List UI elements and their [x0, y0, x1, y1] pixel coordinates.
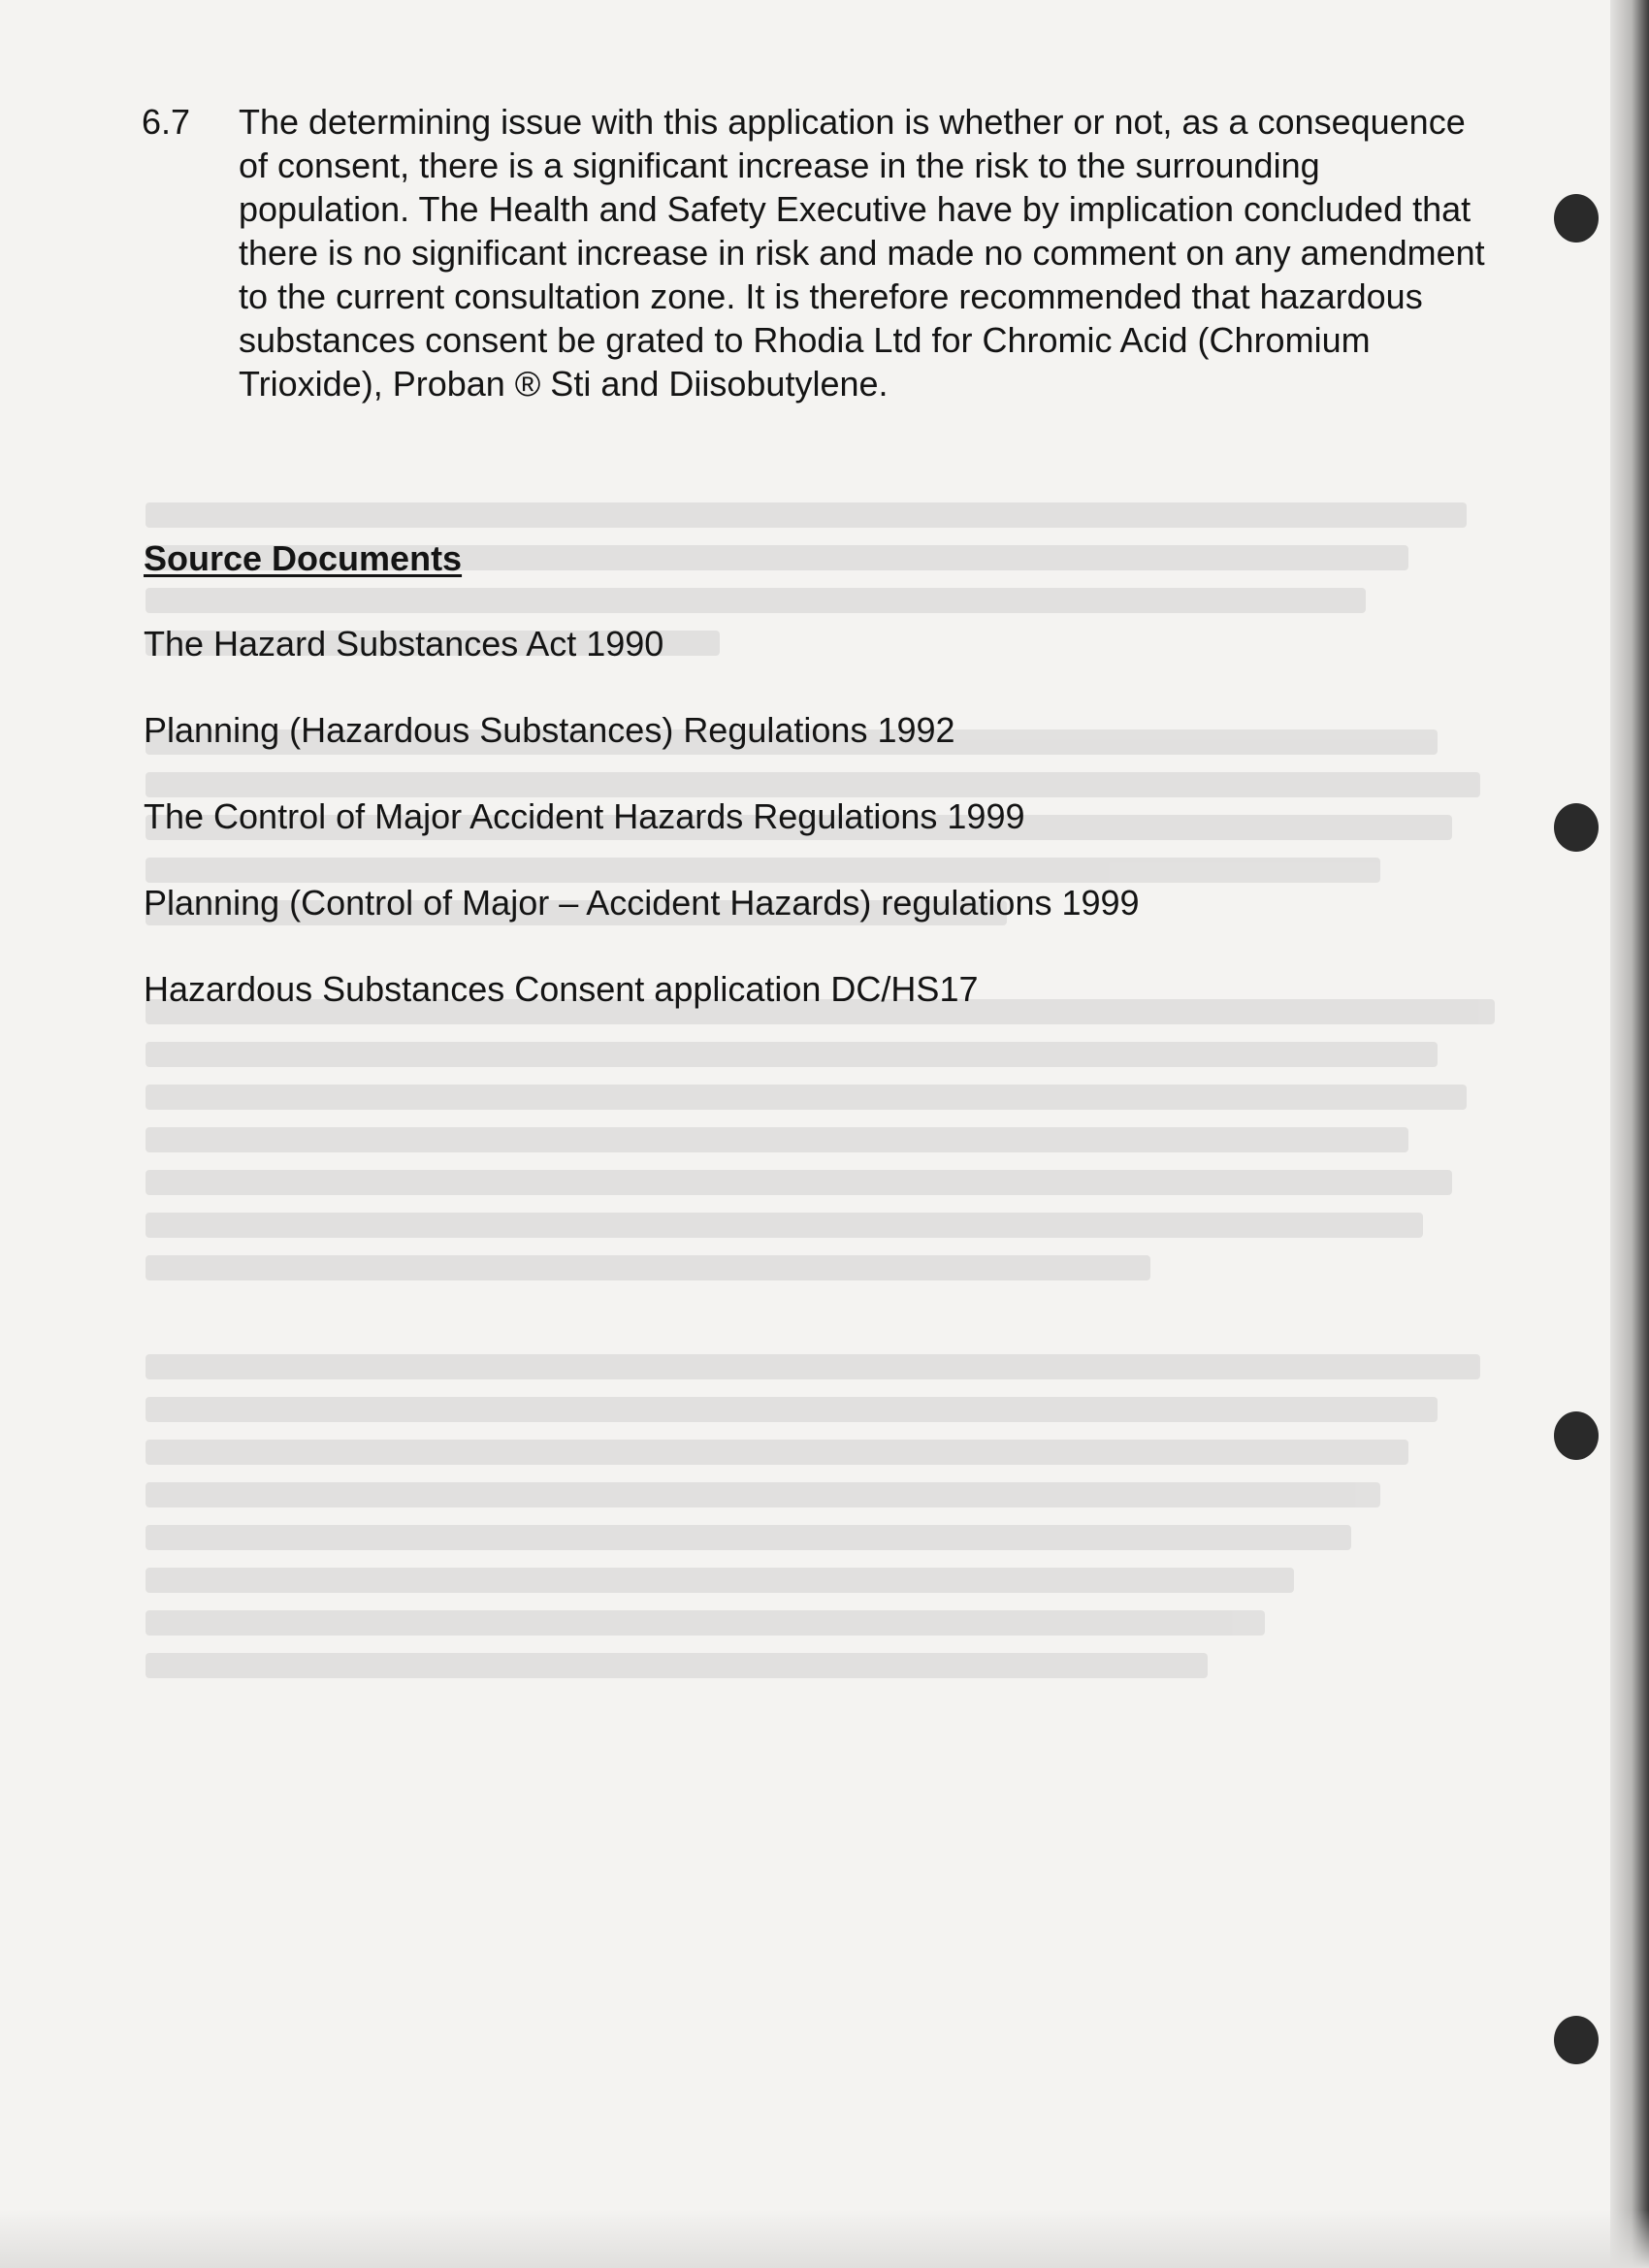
punch-hole [1554, 803, 1599, 852]
show-through-text [146, 485, 1581, 1843]
source-documents-heading: Source Documents [144, 538, 463, 578]
source-document-item: The Control of Major Accident Hazards Regulations 1999 [144, 796, 1025, 836]
paragraph-6-7 [142, 100, 1500, 405]
scan-edge-shadow [1610, 0, 1649, 2268]
paragraph-text: The determining issue with this application is whether or not, as a consequence of consent, there is a significant increase in the risk to the surrounding population. The Health and Safety Executive have by implication concluded that there is no significant increase in risk and made no comment on any amendment to the current consultation zone. It is therefore recommended that hazardous substances consent be grated to Rhodia Ltd for Chromic Acid (Chromium Trioxide), Proban ® Sti and Diisobutylene. [239, 102, 1485, 404]
punch-hole [1554, 2016, 1599, 2064]
source-document-item: Planning (Hazardous Substances) Regulations 1992 [144, 710, 955, 750]
paragraph-number: 6.7 [142, 102, 191, 142]
scan-bottom-shadow [0, 2210, 1649, 2268]
source-document-item: Hazardous Substances Consent application DC/HS17 [144, 969, 979, 1009]
source-document-item: Planning (Control of Major – Accident Hazards) regulations 1999 [144, 883, 1140, 923]
source-document-item: The Hazard Substances Act 1990 [144, 624, 664, 664]
punch-hole [1554, 194, 1599, 243]
punch-hole [1554, 1411, 1599, 1460]
